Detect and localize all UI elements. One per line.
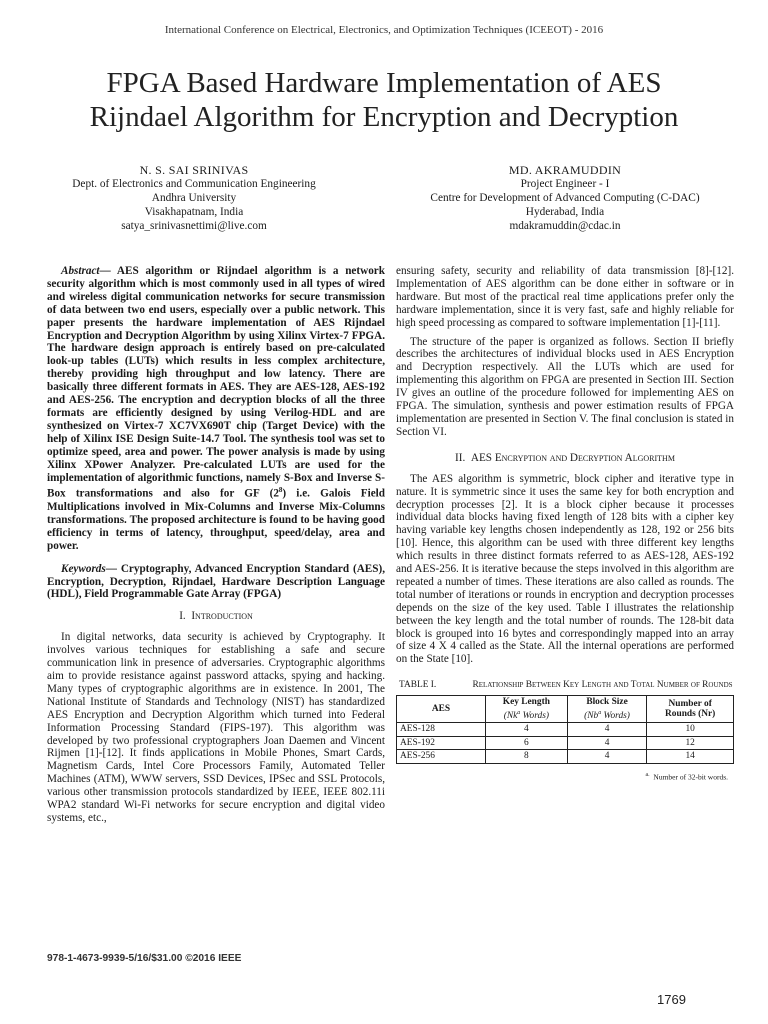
table-header-aes: AES	[397, 696, 486, 723]
keywords-label: Keywords	[61, 562, 106, 575]
table-header-rounds: Number of Rounds (Nr)	[647, 696, 734, 723]
table-header-key-length: Key Length (Nk$^a$ Words)	[486, 696, 568, 723]
table-footnote: $^{a.}$ Number of 32-bit words.	[645, 771, 728, 782]
section-heading-introduction: I. Introduction	[179, 610, 253, 623]
table-title: Relationship Between Key Length and Total Number of Rounds	[472, 680, 733, 691]
abstract-label: Abstract	[61, 265, 100, 277]
author-email[interactable]: satya_srinivasnettimi@live.com	[121, 220, 267, 232]
table-row: AES-128 4 4 10	[397, 723, 734, 737]
section-heading-aes: II. AES Encryption and Decryption Algorithm	[455, 451, 675, 464]
author-org: Andhra University	[151, 192, 237, 204]
table-row: AES-256 8 4 14	[397, 750, 734, 764]
author-block-2	[400, 163, 730, 233]
key-length-table	[396, 695, 734, 764]
table-label: TABLE I.	[399, 680, 437, 691]
abstract: Abstract— AES algorithm or Rijndael algorithm is a network security algorithm which is most commonly used in all types of wired and wireless digital communication networks for secure transmission of data between two end users, especially over a public network. This paper presents the hardware implementation of AES Rijndael Encryption and Decryption Algorithm by using Xilinx Virtex-7 FPGA. The hardware design approach is entirely based on pre-calculated look-up tables (LUTs) which results in less complex architecture, thereby providing high throughput and low latency. There are basically three different formats in AES. They are AES-128, AES-192 and AES-256. The encryption and decryption blocks of all the three formats are efficiently designed by using Verilog-HDL and are synthesized on Virtex-7 XC7VX690T chip (Target Device) with the help of Xilinx ISE Design Suite-14.7 Tool. The synthesis tool was set to optimize speed, area and power. The power analysis is made by using Xilinx XPower Analyzer. Pre-calculated LUTs are used for the implementation of algorithmic functions, namely S-Box and Inverse S-Box transformations and also for GF $(2^8)$ i.e. Galois Field Multiplications involved in Mix-Columns and Inverse Mix-Columns transformations. The proposed architecture is found to be having good efficiency in terms of latency, throughput, speed/delay, area and power.	[47, 265, 386, 552]
right-column	[396, 265, 734, 784]
intro-paragraph-2: The structure of the paper is organized as follows. Section II briefly describes the architectures of individual blocks used in AES Encryption and Decryption respectively. All the LUTs which are used for implementing this algorithm on FPGA are presented in Section III. Section IV gives an outline of the procedure followed for implementing AES on FPGA. The simulation, synthesis and power estimation results of FPGA implementation are presented in Section V. The final conclusion is stated in Section VI.	[396, 335, 734, 438]
table-row: AES-192 6 4 12	[397, 736, 734, 750]
intro-paragraph-1-continued: ensuring safety, security and reliability of data transmission [8]-[12]. Implementation of AES algorithm can be done either in software or in hardware. But most of the practical real time applications prefer only the hardware implementation, since it is very fast, safe and highly reliable for high speed processing as compared to software implementation [1]-[11].	[396, 265, 734, 329]
paper-title	[20, 66, 748, 134]
author-location: Hyderabad, India	[525, 206, 605, 218]
left-column	[47, 265, 385, 831]
author-org: Centre for Development of Advanced Computing (C-DAC)	[430, 192, 700, 204]
author-dept: Dept. of Electronics and Communication Engineering	[72, 178, 316, 190]
author-name: N. S. SAI SRINIVAS	[139, 163, 249, 177]
table-header-block-size: Block Size (Nb$^a$ Words)	[567, 696, 647, 723]
author-email[interactable]: mdakramuddin@cdac.in	[509, 220, 621, 232]
author-block-1	[34, 163, 354, 233]
conference-header: International Conference on Electrical, Electronics, and Optimization Techniques (ICEEOT) - 2016	[164, 24, 604, 36]
title-line-1: FPGA Based Hardware Implementation of AES	[106, 67, 662, 99]
title-line-2: Rijndael Algorithm for Encryption and Decryption	[89, 101, 679, 133]
table-caption	[396, 680, 734, 691]
isbn-footer: 978-1-4673-9939-5/16/$31.00 ©2016 IEEE	[47, 953, 242, 964]
author-location: Visakhapatnam, India	[144, 206, 244, 218]
author-name: MD. AKRAMUDDIN	[508, 163, 622, 177]
page-number: 1769	[657, 992, 686, 1007]
keywords: Keywords— Cryptography, Advanced Encryption Standard (AES), Encryption, Decryption, Rijndael, Hardware Description Language (HDL), Field Programmable Gate Array (FPGA)	[47, 562, 385, 601]
aes-paragraph: The AES algorithm is symmetric, block cipher and iterative type in nature. It is symmetric since it uses the same key for both encryption and decryption processes [2]. It is a block cipher because it processes individual data blocks having fixed length of 128 bits with a cipher key having variable key lengths chosen independently as 128, 192 or 256 bits [10]. Hence, this algorithm can be used with three different key lengths which results in three distinct formats referred to as AES-128, AES-192 and AES-256. It is iterative because the steps involved in this algorithm are repeated a number of times. These iterations are also called as rounds. The total number of iterations or rounds in encryption and decryption processes depends on the size of the key used. Table I illustrates the relationship between the key length and the total number of rounds. The 128-bit data block is grouped into 16 bytes and correspondingly mapped into an array of size 4 X 4 called as the State. All the internal operations are performed on the State [10].	[396, 472, 734, 666]
intro-paragraph-1: In digital networks, data security is achieved by Cryptography. It involves various techniques for establishing a safe and secure communication link in presence of adversaries. Cryptographic algorithms aim to provide resistance against password attacks, spying and hacking. Many types of cryptographic algorithms are in existence. In 2001, The National Institute of Standards and Technology (NIST) has standardized AES Encryption and Decryption Algorithm which turned into Federal Information Processing Standard (FIPS-197). This algorithm was developed by two professional cryptographers Joan Daemen and Vincent Rijmen [1]-[12]. It finds applications in Mobile Phones, Smart Cards, Magnetism Cards, Intel Core Processors Family, Automated Teller Machines (ATM), WWW servers, SSD Devices, IPSec and SSL Protocols, various other transmission protocols standardized by IEEE, IEEE 802.11i WPA2 standard Wi-Fi networks for secure encryption and digital video systems, etc.,	[47, 631, 385, 824]
author-dept: Project Engineer - I	[520, 178, 610, 190]
